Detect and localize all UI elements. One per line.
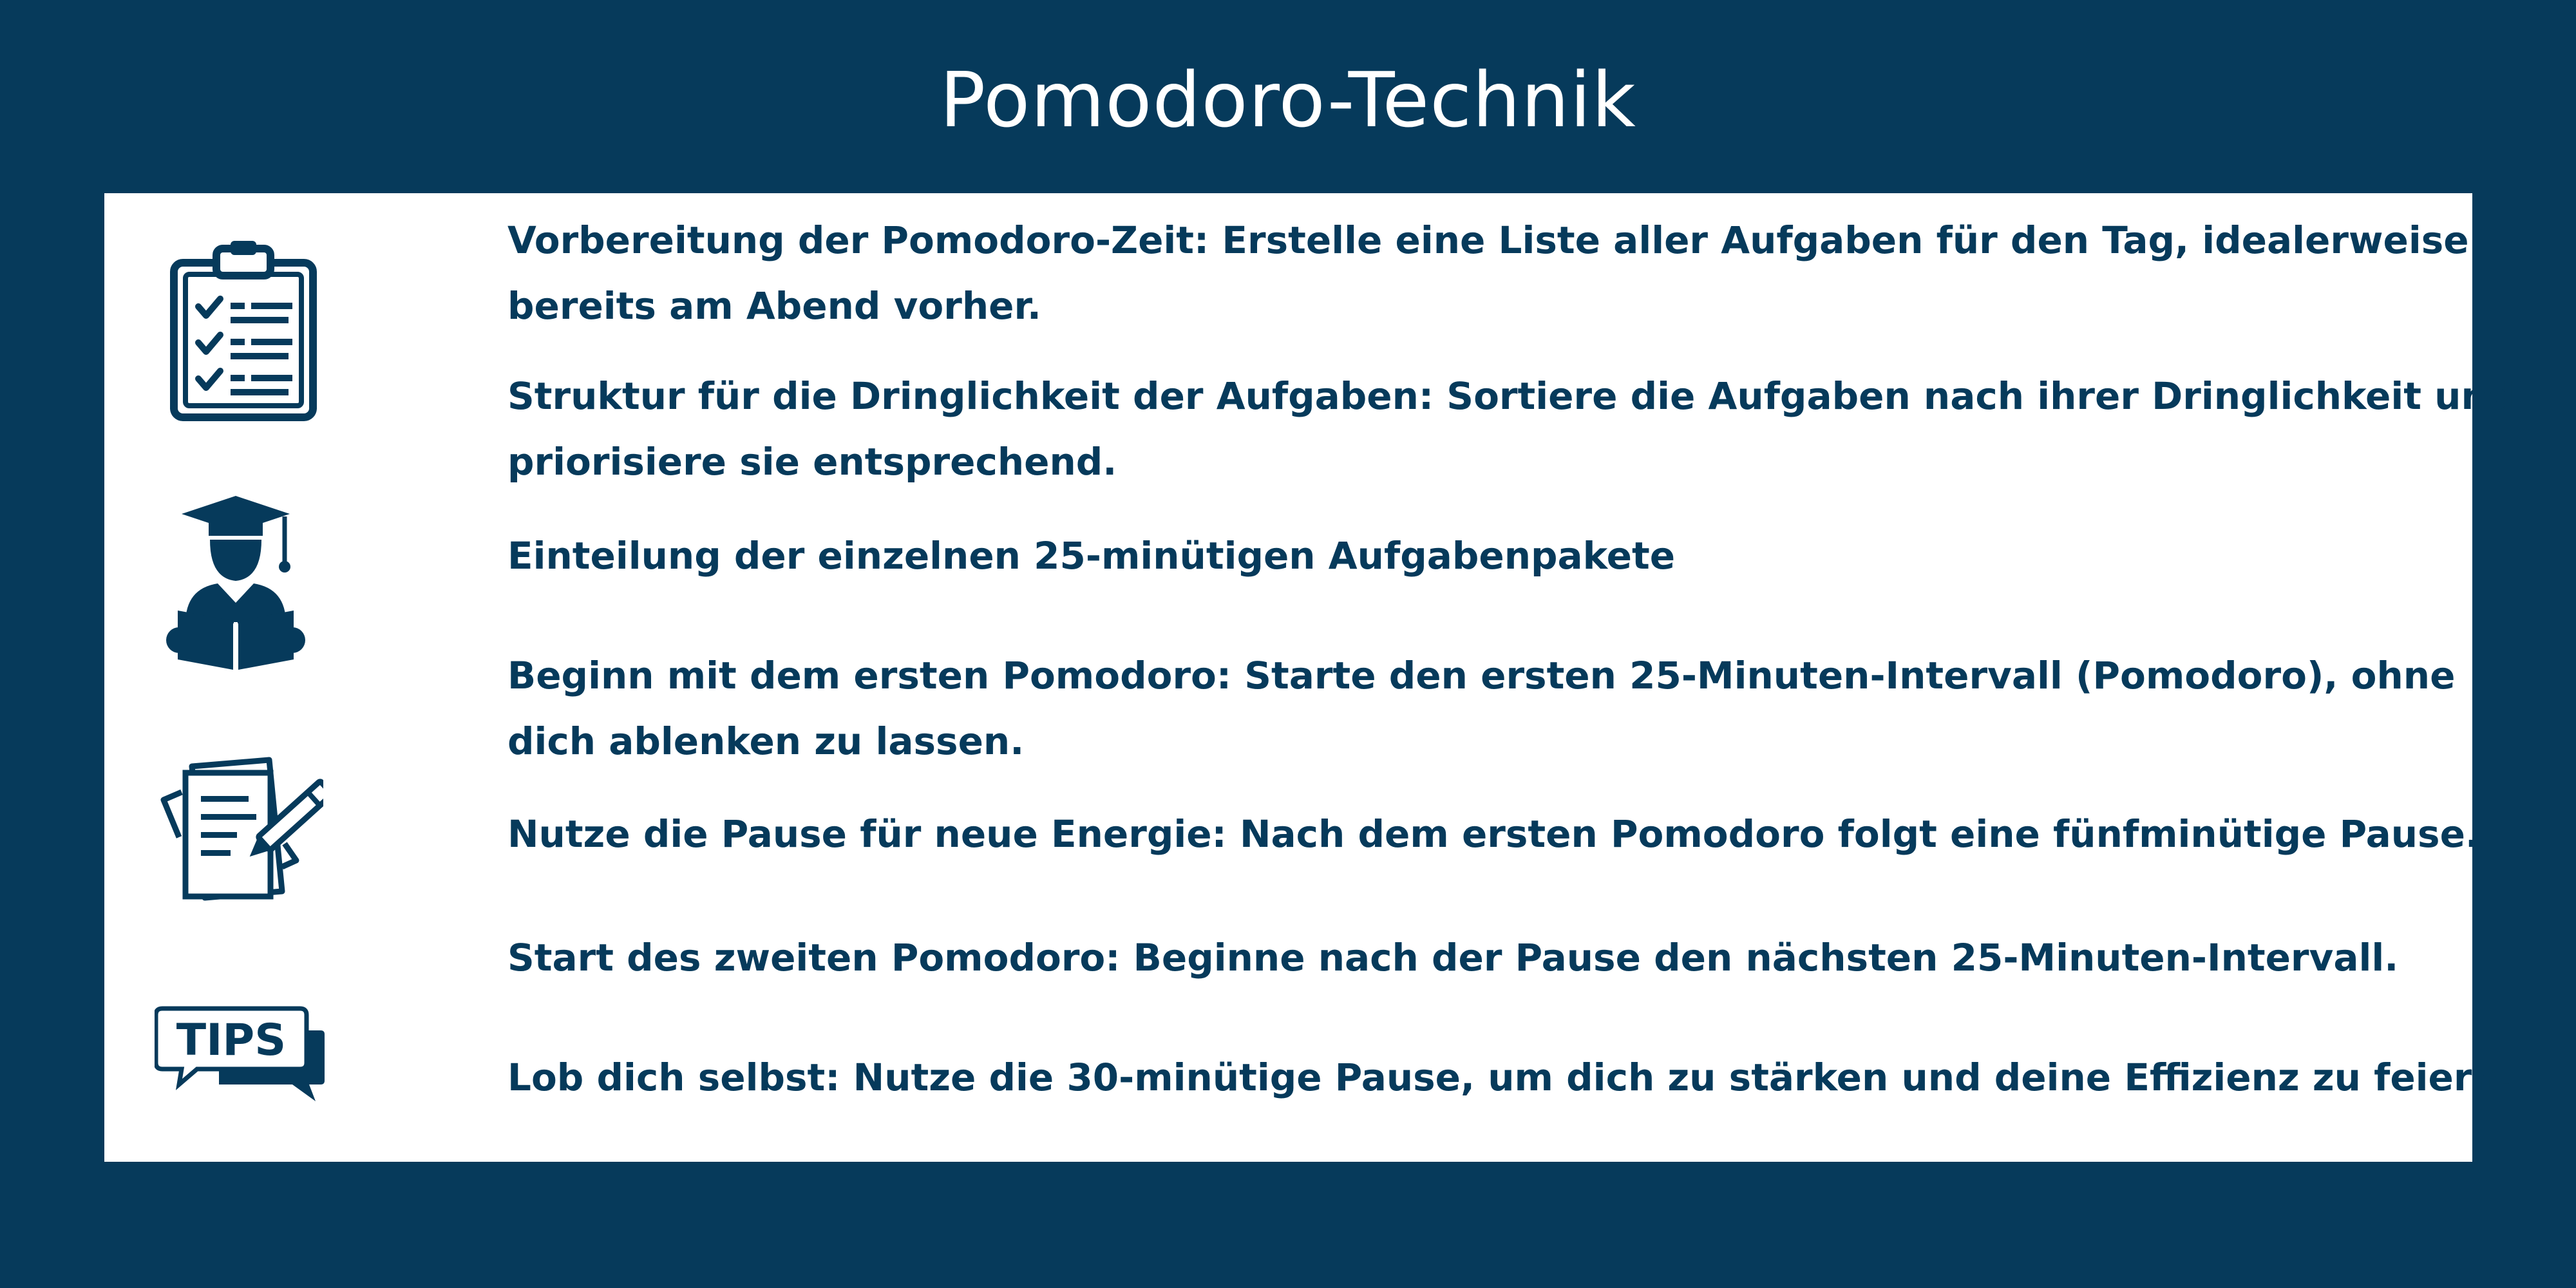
clipboard-checklist-icon xyxy=(166,240,321,426)
step-5: Nutze die Pause für neue Energie: Nach dem ersten Pomodoro folgt eine fünfminütige Pause. xyxy=(507,812,2479,856)
step-3: Einteilung der einzelnen 25-minütigen Aufgabenpakete xyxy=(507,534,1676,578)
step-2: Struktur für die Dringlichkeit der Aufgaben: Sortiere die Aufgaben nach ihrer Dringlichkeit und priorisiere sie entsprechend. xyxy=(507,374,2515,484)
step-7: Lob dich selbst: Nutze die 30-minütige Pause, um dich zu stärken und deine Effizienz zu feiern. xyxy=(507,1056,2513,1099)
page-title: Pomodoro-Technik xyxy=(940,55,1636,144)
step-6: Start des zweiten Pomodoro: Beginne nach der Pause den nächsten 25-Minuten-Intervall. xyxy=(507,936,2399,980)
tips-speech-bubble-icon xyxy=(155,1005,328,1108)
content-card xyxy=(104,193,2515,1162)
step-1: Vorbereitung der Pomodoro-Zeit: Erstelle eine Liste aller Aufgaben für den Tag, idealerweise bereits am Abend vorher. xyxy=(507,218,2469,328)
step-4: Beginn mit dem ersten Pomodoro: Starte den ersten 25-Minuten-Intervall (Pomodoro), ohne dich ablenken zu lassen. xyxy=(507,654,2456,763)
tips-label: TIPS xyxy=(176,1015,287,1066)
document-pencil-icon xyxy=(156,747,323,908)
student-reading-icon xyxy=(164,495,312,675)
